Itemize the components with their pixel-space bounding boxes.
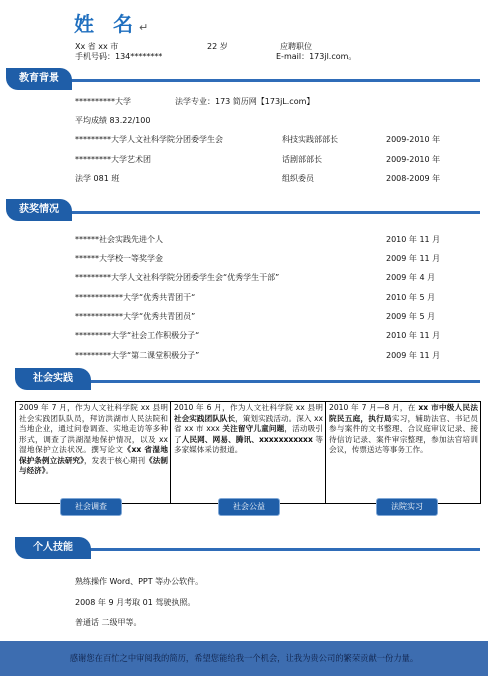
email: E-mail：173jl.com。 [276,52,357,61]
footer-text: 感谢您在百忙之中审阅我的简历，希望您能给我一个机会，让我为贵公司的繁荣贡献一份力量。 [69,653,419,663]
tag-court-internship: 法院实习 [376,498,438,516]
name-text: 姓 名 [74,12,139,36]
edu-row-4-date: 2009-2010 年 [386,155,441,164]
award-row-3-name: *********大学人文社科学院分团委学生会“优秀学生干部” [75,273,280,282]
award-row-1-date: 2010 年 11 月 [386,235,441,244]
resume-name [74,8,148,37]
award-row-5-date: 2009 年 5 月 [386,312,436,321]
edu-row-4-org: *********大学艺术团 [75,155,151,164]
award-row-5-name: ************大学“优秀共青团员” [75,312,196,321]
tag-social-survey: 社会调查 [60,498,122,516]
edu-row-4-role: 话剧部部长 [282,155,322,164]
practice-internship-text: 2010 年 7 月—8 月，在 xx 市中级人民法院民五庭，执行局实习，辅助法官、书记员参与案件的文书整理、合议庭审议记录、接待信访记录、案件审宗整理，参加法官培训会议，传票送达等事务工作。 [329,403,479,454]
location: Xx 省 xx 市 [75,42,119,51]
section-tab-education: 教育背景 [6,68,72,90]
edu-row-3-role: 科技实践部部长 [282,135,338,144]
paragraph-mark: ↵ [138,21,149,34]
edu-row-2-gpa: 平均成绩 83.22/100 [75,116,151,125]
section-tab-skills: 个人技能 [15,537,91,559]
award-row-6-date: 2010 年 11 月 [386,331,441,340]
phone: 手机号码：134******** [75,52,163,61]
section-tab-practice: 社会实践 [15,368,91,390]
section-tab-awards: 获奖情况 [6,199,72,221]
age: 22 岁 [207,42,228,51]
award-row-7-date: 2009 年 11 月 [386,351,441,360]
edu-row-5-date: 2008-2009 年 [386,174,441,183]
section-divider [40,79,480,82]
award-row-7-name: *********大学“第二课堂积极分子” [75,351,200,360]
practice-charity-text: 2010 年 6 月，作为人文社科学院 xx 县明社会实践团队队长，策划实践活动。深入 xx 省 xx 市 xxx 关注留守儿童问题，活动吸引了人民网、网易、腾讯、xxxxxxxxxxx 等多家媒体采访报道。 [174,403,324,454]
edu-row-5-class: 法学 081 班 [75,174,120,183]
edu-row-1-major: 法学专业：173 简历网【173jL.com】 [175,97,315,106]
award-row-3-date: 2009 年 4 月 [386,273,436,282]
skill-row-2: 2008 年 9 月考取 01 驾驶执照。 [75,598,196,607]
edu-row-5-role: 组织委员 [282,174,314,183]
section-divider [40,211,480,214]
edu-row-3-org: *********大学人文社科学院分团委学生会 [75,135,223,144]
tag-social-charity: 社会公益 [218,498,280,516]
skill-row-3: 普通话 二级甲等。 [75,618,142,627]
skill-row-1: 熟练操作 Word、PPT 等办公软件。 [75,577,204,586]
award-row-4-name: ************大学“优秀共青团干“ [75,293,196,302]
practice-survey-text: 2009 年 7 月，作为人文社科学院 xx 县明社会实践团队队员，拜访洪湖市人民法院和当地企业，通过问卷调查、实地走访等多种形式，调查了洪湖湿地保护情况，以及 xx 湿地保护立法状况。撰写论文《xx 省湿地保护条例立法研究》，发表于核心期刊《法制与经济》。 [19,403,169,475]
edu-row-1-school: **********大学 [75,97,131,106]
award-row-2-date: 2009 年 11 月 [386,254,441,263]
section-divider [40,548,480,551]
award-row-4-date: 2010 年 5 月 [386,293,436,302]
edu-row-3-date: 2009-2010 年 [386,135,441,144]
award-row-1-name: ******社会实践先进个人 [75,235,163,244]
job-label: 应聘职位 [280,42,312,51]
award-row-6-name: *********大学“社会工作积极分子“ [75,331,200,340]
award-row-2-name: ******大学校一等奖学金 [75,254,163,263]
section-divider [40,380,480,383]
